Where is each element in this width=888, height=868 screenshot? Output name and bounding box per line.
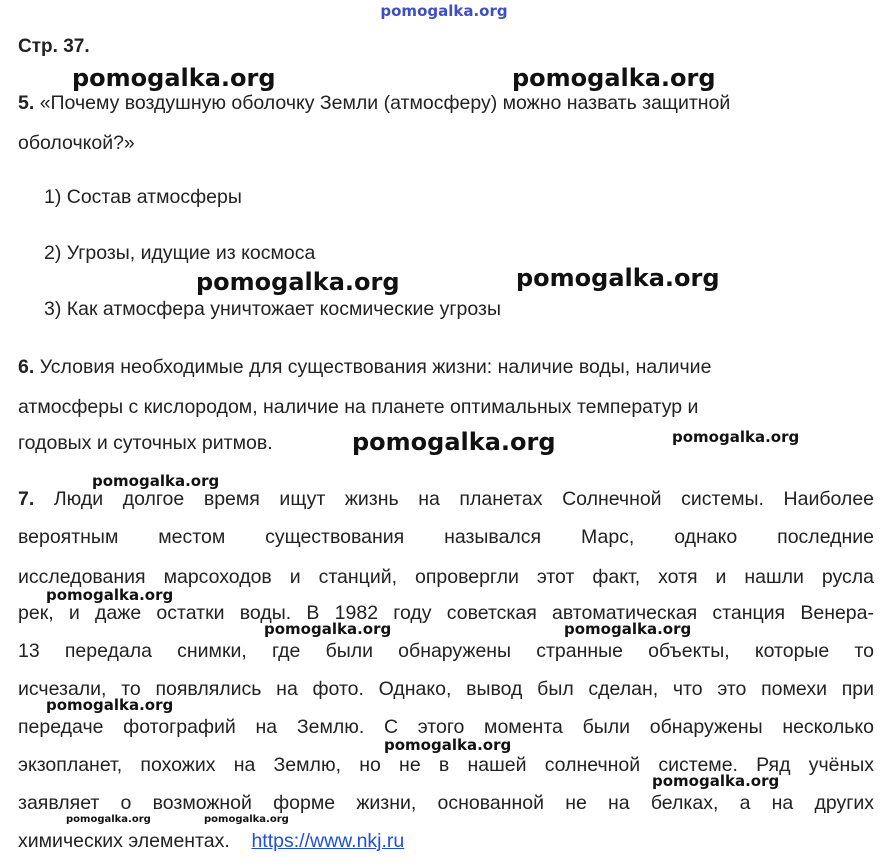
watermark: pomogalka.org [204, 814, 289, 825]
watermark: pomogalka.org [46, 696, 174, 714]
watermark: pomogalka.org [516, 264, 720, 292]
q7-line-2: вероятным местом существования назывался Марс, однако последние [18, 526, 874, 548]
q6-line-2: атмосферы с кислородом, наличие на планете оптимальных температур и [18, 396, 699, 418]
watermark: pomogalka.org [672, 428, 800, 446]
watermark: pomogalka.org [196, 268, 400, 296]
watermark: pomogalka.org [564, 620, 692, 638]
q7-line-9: заявляет о возможной форме жизни, основанной не на белках, а на других [18, 792, 874, 814]
watermark: pomogalka.org [46, 586, 174, 604]
q7-line-8: экзопланет, похожих на Землю, но не в нашей солнечной системе. Ряд учёных [18, 754, 874, 776]
watermark: pomogalka.org [92, 472, 220, 490]
q5-item-1: 1) Состав атмосферы [44, 186, 242, 208]
q7-line-6: исчезали, то появлялись на фото. Однако, вывод был сделан, что это помехи при [18, 678, 874, 700]
watermark: pomogalka.org [352, 428, 556, 456]
q5-item-2: 2) Угрозы, идущие из космоса [44, 242, 316, 264]
watermark: pomogalka.org [264, 620, 392, 638]
q7-last-text: химических элементах. [18, 830, 230, 852]
q7-number: 7. [18, 488, 35, 510]
q5-number: 5. [18, 92, 35, 114]
watermark: pomogalka.org [66, 814, 151, 825]
q6-line-3: годовых и суточных ритмов. [18, 432, 273, 454]
q5-line-1 [18, 92, 730, 115]
q7-line-5: 13 передала снимки, где были обнаружены странные объекты, которые то [18, 640, 874, 662]
q6-text-1: Условия необходимые для существования жизни: наличие воды, наличие [39, 356, 712, 378]
q5-item-3: 3) Как атмосфера уничтожает космические угрозы [44, 298, 501, 320]
q7-line-10 [18, 830, 404, 853]
q5-line-2: оболочкой?» [18, 132, 135, 154]
q7-line-7: передаче фотографий на Землю. С этого момента были обнаружены несколько [18, 716, 874, 738]
q5-text-1: «Почему воздушную оболочку Земли (атмосферу) можно назвать защитной [39, 92, 731, 114]
q6-number: 6. [18, 356, 35, 378]
watermark: pomogalka.org [384, 736, 512, 754]
watermark: pomogalka.org [652, 772, 780, 790]
watermark: pomogalka.org [512, 64, 716, 92]
source-link[interactable]: https://www.nkj.ru [251, 830, 405, 852]
watermark: pomogalka.org [72, 64, 276, 92]
top-watermark: pomogalka.org [380, 2, 508, 20]
q7-line-4: рек, и даже остатки воды. В 1982 году советская автоматическая станция Венера- [18, 602, 874, 624]
q7-line-1 [18, 488, 874, 511]
page-label: Стр. 37. [18, 36, 90, 57]
q6-line-1 [18, 356, 711, 379]
q7-text-1: Люди долгое время ищут жизнь на планетах Солнечной системы. Наиболее [53, 488, 875, 510]
q7-line-3: исследования марсоходов и станций, опровергли этот факт, хотя и нашли русла [18, 566, 874, 588]
